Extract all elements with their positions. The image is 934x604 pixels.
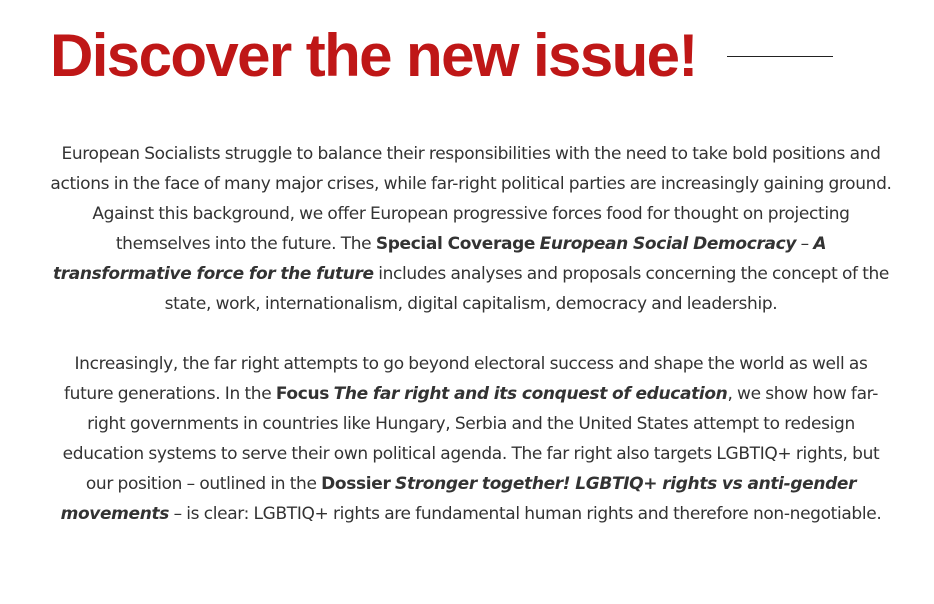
paragraph-2-outro: – is clear: LGBTIQ+ rights are fundamental human rights and therefore non-negotiable. bbox=[169, 504, 882, 524]
paragraph-special-coverage bbox=[48, 139, 894, 319]
focus-title: The far right and its conquest of education bbox=[333, 384, 728, 404]
paragraph-2-middle: , we show how far-right governments in countries like Hungary, Serbia and the United States attempt to redesign education systems to serve their own political agenda. The far right also targets LGBTIQ+ rights, but our position – outlined in the bbox=[62, 384, 880, 494]
special-coverage-title-part-2: A transformative force for the future bbox=[52, 234, 827, 284]
paragraph-focus-dossier bbox=[48, 349, 894, 529]
special-coverage-label: Special Coverage bbox=[375, 234, 536, 254]
page-title: Discover the new issue! bbox=[50, 22, 697, 89]
article-body bbox=[48, 139, 894, 529]
title-divider bbox=[727, 56, 833, 57]
paragraph-1-intro: European Socialists struggle to balance their responsibilities with the need to take bold positions and actions in the face of many major crises, while far-right political parties are increasingly gaining ground. Against this background, we offer European progressive forces food for thought on projecting themselves into the future. The bbox=[50, 144, 892, 254]
focus-label: Focus bbox=[275, 384, 330, 404]
dossier-title: Stronger together! LGBTIQ+ rights vs anti-gender movements bbox=[60, 474, 857, 524]
special-coverage-title-part-1: European Social Democracy bbox=[539, 234, 797, 254]
title-dash: – bbox=[796, 234, 814, 254]
paragraph-1-outro: includes analyses and proposals concerning the concept of the state, work, internationalism, digital capitalism, democracy and leadership. bbox=[164, 264, 890, 314]
headline-row bbox=[50, 18, 833, 94]
dossier-label: Dossier bbox=[321, 474, 391, 494]
paragraph-2-intro: Increasingly, the far right attempts to go beyond electoral success and shape the world as well as future generations. In the bbox=[64, 354, 868, 404]
